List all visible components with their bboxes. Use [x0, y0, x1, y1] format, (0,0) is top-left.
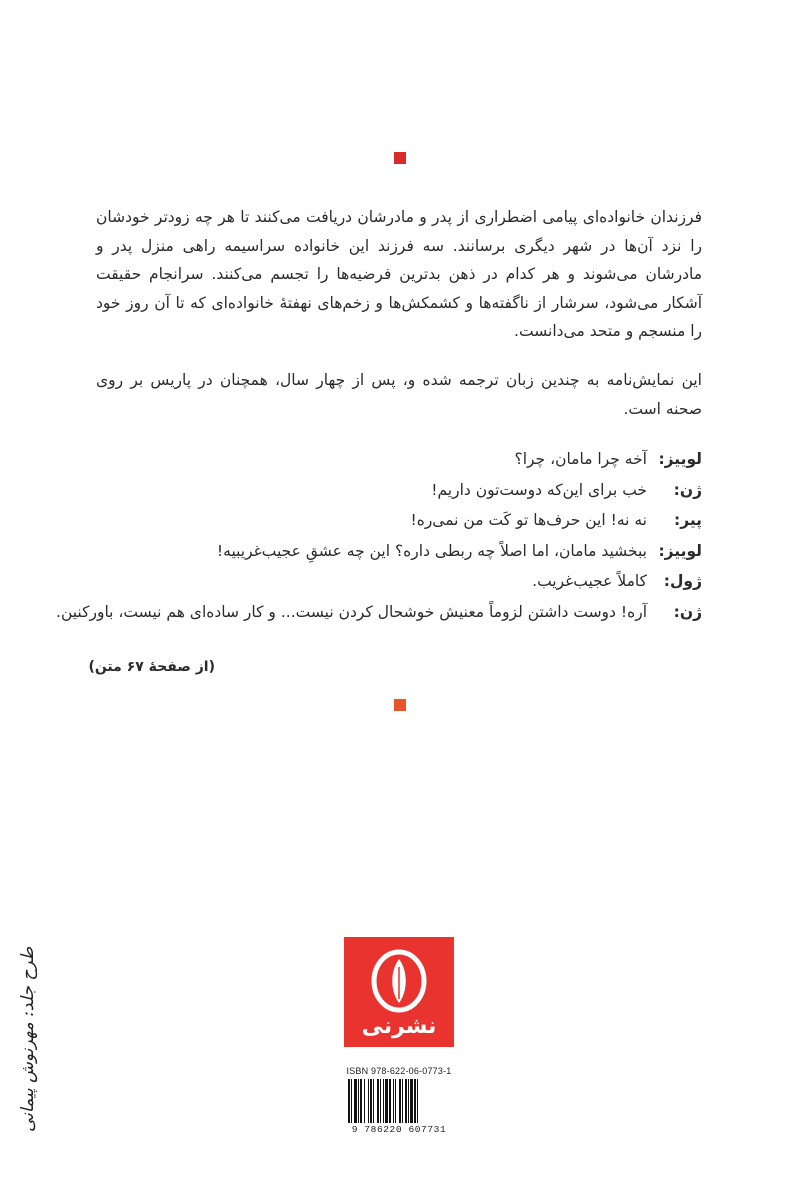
dialogue-text: آخه چرا مامان، چرا؟: [514, 450, 647, 468]
barcode-bar: [395, 1079, 396, 1123]
barcode-bar: [393, 1079, 394, 1123]
dialogue-speaker: ژن:: [673, 480, 702, 499]
cover-design-credit: طرح جلد: مهرنوش پیمانی: [18, 946, 38, 1132]
dialogue-excerpt: [56, 444, 702, 627]
barcode-bar: [417, 1079, 418, 1123]
isbn-barcode: [345, 1066, 453, 1135]
dialogue-speaker: لوییز:: [658, 541, 702, 560]
dialogue-text: خب برای این‌که دوست‌تون داریم!: [431, 480, 647, 499]
barcode-bar: [358, 1079, 359, 1123]
barcode-number: 9 786220 607731: [351, 1124, 447, 1135]
barcode-bar: [368, 1079, 369, 1123]
barcode-bar: [399, 1079, 401, 1123]
publisher-logo: [344, 937, 454, 1047]
barcode-bar: [370, 1079, 372, 1123]
dialogue-line: [96, 536, 702, 567]
source-note: (از صفحهٔ ۶۷ متن): [88, 659, 215, 675]
barcode-bar: [405, 1079, 407, 1123]
publisher-name: نشرنی: [361, 1014, 437, 1039]
dialogue-line: [96, 444, 702, 475]
barcode-bar: [373, 1079, 374, 1123]
blurb-paragraph-1: فرزندان خانواده‌ای پیامی اضطراری از پدر و مادرشان دریافت می‌کنند تا هر چه زودتر خودشان را نزد آن‌ها در شهر دیگری برسانند. سه فرزند این خانواده سراسیمه راهی منزل پدر و مادرشان می‌شوند و هر کدام در ذهن بدترین فرضیه‌ها را تجسم می‌کنند. سرانجام حقیقت آشکار می‌شود، سرشار از ناگفته‌ها و کشمکش‌ها و زخم‌های نهفتهٔ خانواده‌ای که تا آن روز خود را منسجم و متحد می‌دانست.: [96, 208, 702, 340]
barcode-bar: [380, 1079, 381, 1123]
isbn-label: ISBN 978-622-06-0773-1: [346, 1066, 452, 1076]
barcode-bar: [360, 1079, 362, 1123]
barcode-bar: [385, 1079, 388, 1123]
dialogue-line: [96, 505, 702, 536]
barcode-bar: [364, 1079, 365, 1123]
dialogue-speaker: لوییز:: [658, 450, 702, 468]
decorative-square-top: [394, 152, 406, 164]
dialogue-speaker: ژول:: [663, 572, 702, 590]
dialogue-text: نه نه! این حرف‌ها تو کَت من نمی‌ره!: [410, 511, 647, 529]
barcode-bar: [408, 1079, 409, 1123]
dialogue-text: آره! دوست داشتن لزوماً معنیش خوشحال کردن نیست... و کار ساده‌ای هم نیست، باورکنین.: [56, 602, 647, 621]
dialogue-text: ببخشید مامان، اما اصلاً چه ربطی داره؟ این چه عشقِ عجیب‌غریبیه!: [216, 541, 647, 560]
dialogue-line: [56, 597, 702, 628]
dialogue-speaker: ژن:: [673, 602, 702, 621]
barcode-bar: [410, 1079, 413, 1123]
blurb-paragraph-2: این نمایش‌نامه به چندین زبان ترجمه شده و، پس از چهار سال، همچنان در پاریس بر روی صحنه است.: [96, 371, 702, 418]
barcode-bar: [348, 1079, 350, 1123]
barcode-bar: [402, 1079, 403, 1123]
barcode-bar: [389, 1079, 391, 1123]
dialogue-text: کاملاً عجیب‌غریب.: [532, 572, 647, 590]
barcode-icon: [345, 1079, 453, 1123]
dialogue-speaker: پیر:: [674, 511, 702, 529]
dialogue-line: [96, 566, 702, 597]
decorative-square-bottom: [394, 699, 406, 711]
barcode-bar: [354, 1079, 357, 1123]
barcode-bar: [383, 1079, 384, 1123]
barcode-bar: [351, 1079, 352, 1123]
barcode-bar: [414, 1079, 416, 1123]
barcode-bar: [377, 1079, 379, 1123]
dialogue-line: [96, 475, 702, 506]
